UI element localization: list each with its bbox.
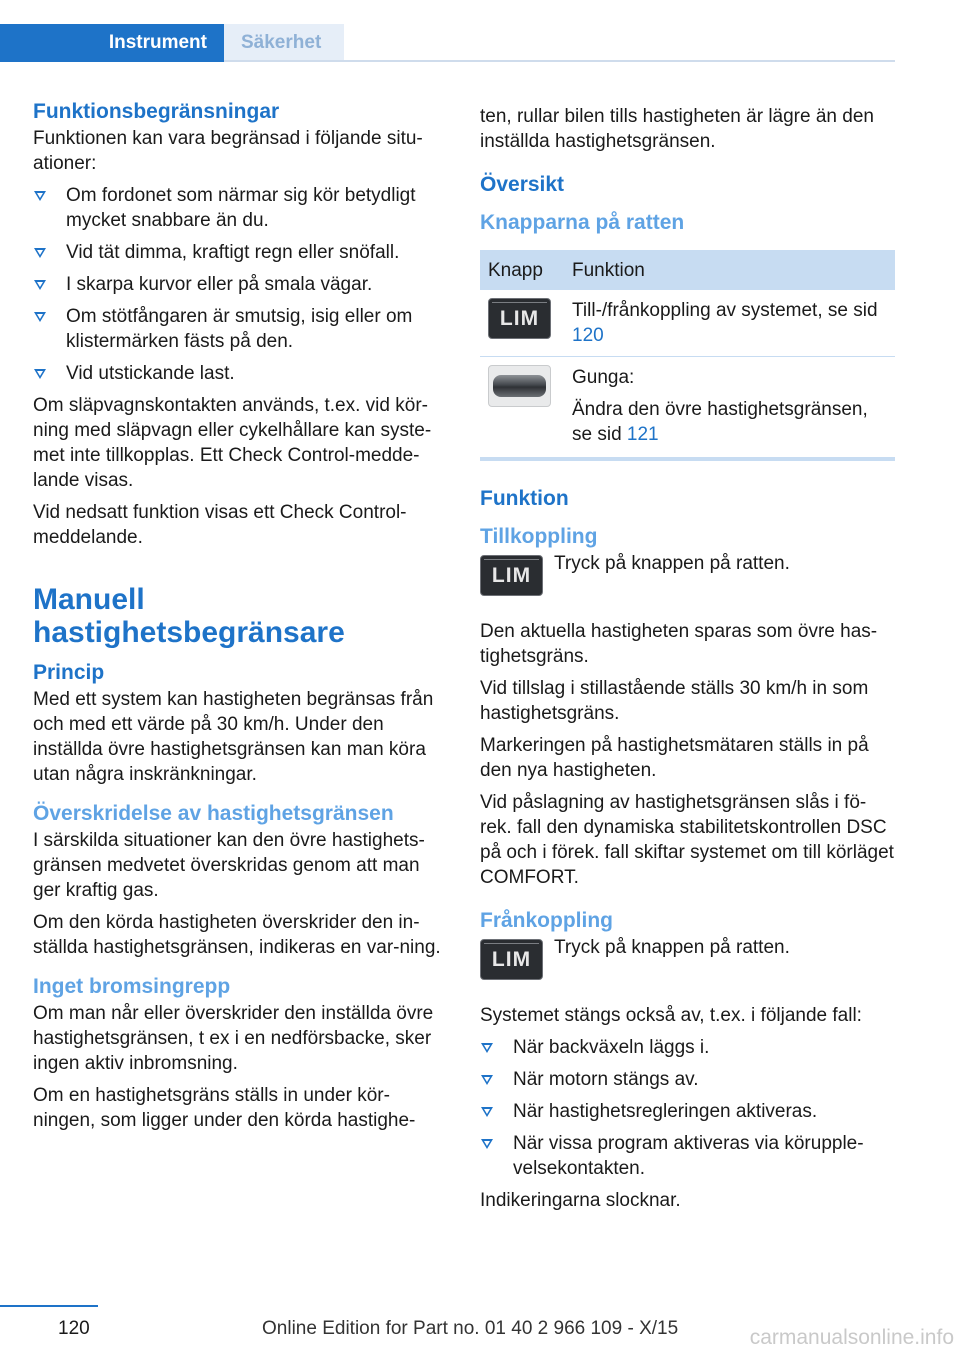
list-item: Om fordonet som närmar sig kör betydligt mycket snabbare än du. [33,183,451,233]
triangle-bullet-icon [34,191,46,201]
watermark: carmanualsonline.info [749,1326,954,1349]
paragraph: Funktionen kan vara begränsad i följande situ-ationer: [33,128,423,174]
page-number: 120 [58,1318,90,1339]
left-column [33,98,451,1140]
paragraph: I särskilda situationer kan den övre hastighets-gränsen medvetet överskridas genom att man ger kraftig gas. [33,830,425,901]
list-item: Vid utstickande last. [33,361,451,386]
triangle-bullet-icon [481,1107,493,1117]
list-item: När hastighetsregleringen aktiveras. [480,1099,896,1124]
paragraph: Vid nedsatt funktion visas ett Check Control-meddelande. [33,502,407,548]
header-divider [224,60,895,62]
lim-button-icon: LIM [480,939,543,980]
list-item: Om stötfångaren är smutsig, isig eller om klistermärken fästs på den. [33,304,451,354]
page-number-rule [0,1305,98,1307]
paragraph: Gunga: [572,367,635,388]
rocker-switch-icon [488,365,551,407]
table-header-funktion: Funktion [564,250,895,290]
heading-funktionsbegransningar: Funktionsbegränsningar [33,100,280,123]
heading-tillkoppling: Tillkoppling [480,525,598,548]
triangle-bullet-icon [34,280,46,290]
right-column [480,104,896,1220]
list-item: Vid tät dimma, kraftigt regn eller snöfall. [33,240,451,265]
paragraph: Om man når eller överskrider den inställda övre hastighetsgränsen, t ex i en nedförsbacke, sker ingen aktiv inbromsning. [33,1003,434,1074]
table-cell [480,290,564,357]
header-bar [0,0,960,62]
list-item: När backväxeln läggs i. [480,1035,896,1060]
lim-instruction [480,555,896,609]
bullet-list [480,1035,896,1181]
paragraph: ten, rullar bilen tills hastigheten är lägre än den inställda hastighetsgränsen. [480,106,874,152]
page-ref-link[interactable]: 121 [626,424,659,445]
bullet-list [33,183,451,386]
heading-overskridelse: Överskridelse av hastighetsgränsen [33,802,394,825]
tab-sakerhet[interactable]: Säkerhet [224,24,344,62]
instruction-text: Tryck på knappen på ratten. [554,553,790,574]
table-row [480,290,895,357]
table-row [480,357,895,460]
paragraph: Markeringen på hastighetsmätaren ställs in på den nya hastigheten. [480,735,869,781]
buttons-table [480,250,895,461]
list-item: När motorn stängs av. [480,1067,896,1092]
edition-footer: Online Edition for Part no. 01 40 2 966 109 - X/15 [262,1318,679,1339]
list-item: När vissa program aktiveras via körupple-velsekontakten. [480,1131,896,1181]
heading-knapparna: Knapparna på ratten [480,211,685,234]
triangle-bullet-icon [481,1043,493,1053]
triangle-bullet-icon [481,1139,493,1149]
triangle-bullet-icon [34,248,46,258]
paragraph: Systemet stängs också av, t.ex. i följande fall: [480,1005,862,1026]
table-cell: Till-/frånkoppling av systemet, se sid 120 [564,290,895,357]
table-header-row [480,250,895,290]
lim-instruction [480,939,896,993]
triangle-bullet-icon [34,312,46,322]
tab-instrument[interactable]: Instrument [0,24,224,62]
paragraph: Med ett system kan hastigheten begränsas från och med ett värde på 30 km/h. Under den inställda övre hastighetsgränsen kan man köra utan några inskränkningar. [33,689,434,785]
paragraph: Indikeringarna slocknar. [480,1190,681,1211]
table-cell [564,357,895,460]
heading-inget-bromsingrepp: Inget bromsingrepp [33,975,231,998]
paragraph: Vid påslagning av hastighetsgränsen slås i fö-rek. fall den dynamiska stabilitetskontrollen DSC på och i förek. fall skiftar systemet om till körläget COMFORT. [480,792,894,888]
triangle-bullet-icon [481,1075,493,1085]
list-item: I skarpa kurvor eller på smala vägar. [33,272,451,297]
heading-funktion: Funktion [480,487,569,510]
paragraph: Ändra den övre hastighetsgränsen, se sid 121 [572,399,868,445]
heading-princip: Princip [33,661,105,684]
heading-oversikt: Översikt [480,173,565,196]
heading-manuell-hastighetsbegransare: Manuell hastighetsbegränsare [33,583,345,649]
paragraph: Vid tillslag i stillastående ställs 30 km/h in som hastighetsgräns. [480,678,869,724]
lim-button-icon: LIM [488,298,551,339]
paragraph: Om släpvagnskontakten används, t.ex. vid kör-ning med släpvagn eller cykelhållare kan syste-met inte tillkopplas. Ett Check Control-medde-lande visas. [33,395,432,491]
page-ref-link[interactable]: 120 [572,325,604,346]
heading-frankoppling: Frånkoppling [480,909,613,932]
paragraph: Den aktuella hastigheten sparas som övre has-tighetsgräns. [480,621,878,667]
table-cell [480,357,564,460]
table-header-knapp: Knapp [480,250,564,290]
paragraph: Om en hastighetsgräns ställs in under kör-ningen, som ligger under den körda hastighe- [33,1085,416,1131]
triangle-bullet-icon [34,369,46,379]
lim-button-icon: LIM [480,555,543,596]
instruction-text: Tryck på knappen på ratten. [554,937,790,958]
paragraph: Om den körda hastigheten överskrider den in-ställda hastighetsgränsen, indikeras en var-ning. [33,912,441,958]
